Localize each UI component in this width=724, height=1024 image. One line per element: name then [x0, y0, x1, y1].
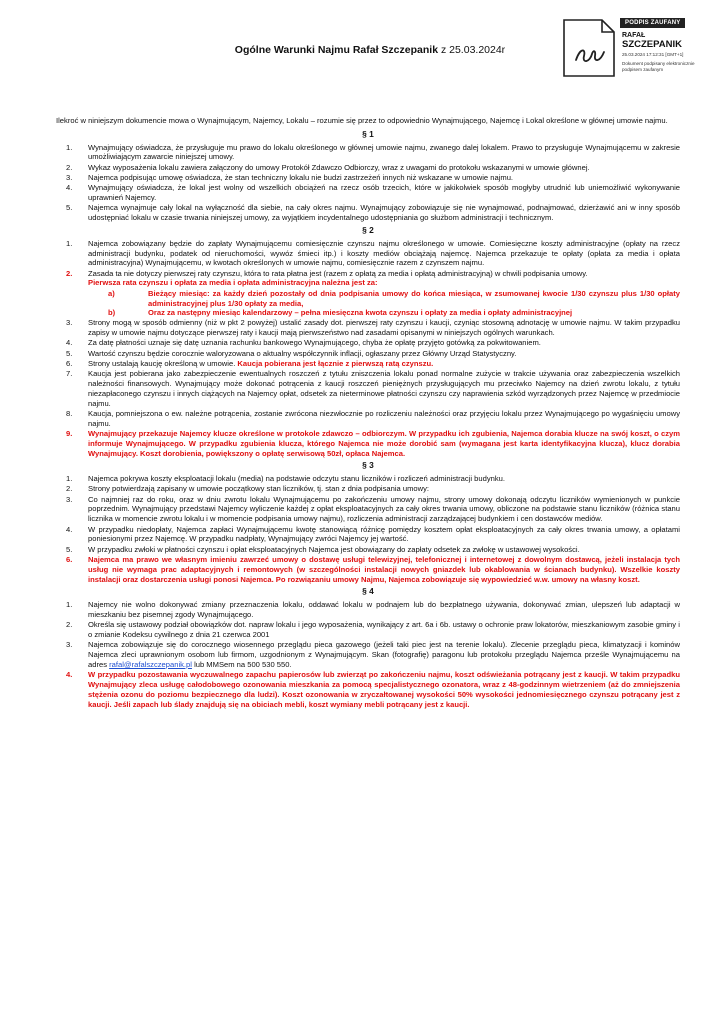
- email-link[interactable]: rafal@rafalszczepanik.pl: [109, 659, 192, 669]
- clause: [56, 143, 680, 163]
- clause: [56, 525, 680, 545]
- clause-text: W przypadku zwłoki w płatności czynszu i opłat eksploatacyjnych Najemca jest obowiązany do zapłaty odsetek za zwłokę w ustawowej wysokości.: [88, 544, 580, 554]
- stamp-last-name: SZCZEPANIK: [622, 39, 682, 50]
- clause-number: 7.: [66, 369, 73, 379]
- clause-number: 9.: [66, 428, 73, 438]
- clause: [56, 600, 680, 620]
- clause: [56, 670, 680, 709]
- clause-text: Strony potwierdzają zapisany w umowie początkowy stan liczników, tj. stan z dnia podpisania umowy:: [88, 484, 430, 494]
- clause-number: 6.: [66, 554, 73, 564]
- clause: [56, 173, 680, 183]
- clause: [56, 640, 680, 669]
- section-heading: § 1: [362, 128, 374, 139]
- clause-text: Co najmniej raz do roku, oraz w dniu zwrotu lokalu Wynajmującemu po zakończeniu umowy najmu, strony umowy dokonają odczytu liczników wymienionych w punkcie poprzednim. Wynajmujący przedstawi Najemcy wyliczenie każdej z opłat eksploatacyjnych za cały okres trwania umowy, obliczone na podstawie stanu liczników (różnica stanu licznika w momencie zwrotu lokalu i w momencie podpisania umowy najmu), rozliczenia administracji zarządzającej budynkiem i cen dostawców mediów.: [88, 494, 680, 524]
- clause: [56, 359, 680, 369]
- clause-text: Wartość czynszu będzie corocznie waloryzowana o aktualny współczynnik inflacji, ogłaszany przez Główny Urząd Statystyczny.: [88, 348, 517, 358]
- clause-number: 2.: [66, 484, 73, 494]
- clause-text: Wykaz wyposażenia lokalu zawiera załączony do umowy Protokół Zdawczo Odbiorczy, wraz z uwagami do protokołu wskazanymi w umowie głównej.: [88, 162, 590, 172]
- clause: [56, 349, 680, 359]
- clause: [56, 163, 680, 173]
- document-title: [210, 44, 530, 56]
- stamp-first-name: RAFAŁ: [622, 32, 646, 39]
- clause-number: 1.: [66, 600, 73, 610]
- clause-number: 4.: [66, 183, 73, 193]
- stamp-date: 25.03.2024 17:12:31 [GMT+1]: [622, 52, 684, 57]
- clause-number: 4.: [66, 670, 73, 680]
- clause: [56, 495, 680, 524]
- clause: [56, 183, 680, 203]
- clause: [56, 555, 680, 584]
- clause-number: 2.: [66, 162, 73, 172]
- document-body: [56, 116, 680, 710]
- clause-text: Najemca zobowiązany będzie do zapłaty Wynajmującemu comiesięcznie czynszu najmu określonego w umowie. Comiesięczne koszty administracyjne (opłaty na rzecz administracji budynku, podatek od nieruchomości, wywóz śmieci itp.) i koszty mediów obciążają najemcę. Najemca przekazuje te opłaty (opłata za media i opłata administracyjna) Wynajmującemu, w kwotach określonych w umowie najmu, comiesięcznie razem z czynszem najmu.: [88, 238, 680, 268]
- clause-number: 3.: [66, 318, 73, 328]
- clause-text: Za datę płatności uznaje się datę uznania rachunku bankowego Wynajmującego, chyba że opłatę przyjęto gotówką za pokwitowaniem.: [88, 338, 541, 348]
- clause-highlight: Pierwsza rata czynszu i opłata za media i opłata administracyjna należna jest za:: [88, 278, 378, 288]
- signed-document-icon: [562, 18, 616, 78]
- clause-text: Zasada ta nie dotyczy pierwszej raty czynszu, która to rata płatna jest (razem z opłatą za media i opłatą administracyjną) w chwili podpisania umowy.: [88, 268, 588, 278]
- clause-number: b): [108, 308, 116, 318]
- stamp-badge: PODPIS ZAUFANY: [620, 18, 685, 28]
- clause-text: Strony ustalają kaucję określoną w umowie.: [88, 358, 238, 368]
- clause-text: Najemca podpisując umowę oświadcza, że stan techniczny lokalu nie budzi zastrzeżeń innych niż wskazane w umowie najmu.: [88, 172, 514, 182]
- clause-number: 5.: [66, 203, 73, 213]
- clause-text: Określa się ustawowy podział obowiązków dot. napraw lokalu i jego wyposażenia, wynikający z art. 6a i 6b. ustawy o ochronie praw lokatorów, mieszkaniowym zasobie gminy i o zmianie Kodeksu cywilnego z dnia 21 czerwca 2001: [88, 620, 680, 640]
- clause-text: W przypadku pozostawania wyczuwalnego zapachu papierosów lub zwierząt po zakończeniu najmu, koszt odświeżania potrącany jest z kaucji. W takim przypadku Wynajmujący zleca usługę całodobowego ozonowania mieszkania za pomocą specjalistycznego ozonatora, wraz z 48-godzinnym wietrzeniem (aż do zmniejszenia stężenia ozonu do poziomu bezpiecznego dla ludzi). Koszt ozonowania w zryczałtowanej wysokości 50% wysokości jednomiesięcznego czynszu potrącany jest z kaucji. Jeśli zapach lub ślady znajdują się na obiciach mebli, koszt wymiany mebli potrącany jest z kaucji.: [88, 670, 680, 709]
- clause-text: Oraz za następny miesiąc kalendarzowy – pełna miesięczna kwota czynszu i opłaty za media i opłaty administracyjnej: [148, 308, 573, 318]
- clause: [56, 620, 680, 640]
- clause: [56, 269, 680, 289]
- clause-highlight: Kaucja pobierana jest łącznie z pierwszą ratą czynszu.: [237, 358, 434, 368]
- clause-text: Kaucja, pomniejszona o ew. należne potrącenia, zostanie zwrócona niezwłocznie po rozliczeniu należności oraz przyjęciu lokalu przez Wynajmującego po wygaśnięciu umowy najmu.: [88, 408, 680, 428]
- clause-number: 4.: [66, 524, 73, 534]
- clause: [56, 369, 680, 408]
- clause: [56, 318, 680, 338]
- title-bold: Ogólne Warunki Najmu Rafał Szczepanik: [234, 44, 439, 56]
- clause-number: 3.: [66, 172, 73, 182]
- clause-text: Wynajmujący oświadcza, że lokal jest wolny od wszelkich obciążeń na rzecz osób trzecich, które w jakikolwiek sposób mogłyby utrudnić lub uniemożliwić wykonywanie uprawnień Najemcy.: [88, 183, 680, 203]
- clause: [56, 429, 680, 458]
- clause-text: Najemca zobowiązuje się do corocznego wiosennego przeglądu pieca gazowego (jeżeli taki piec jest na terenie lokalu). Zlecenie przeglądu pieca, klimatyzacji i kominów Najemca zleci uprawnionym osobom lub firmom, uzgodnionym z Wynajmującym. Skan (fotografię) paragonu lub protokołu przeglądu Najemca prześle Wynajmującemu na adres: [88, 640, 680, 669]
- clause-text: Najemca wynajmuje cały lokal na wyłączność dla siebie, na cały okres najmu. Wynajmujący zobowiązuje się nie wynajmować, podnajmować, dzierżawić ani w inny sposób udostępniać lokalu w czasie trwania niniejszej umowy, za wyjątkiem incydentalnego udostępniania go służbom administracji i technicznym.: [88, 203, 680, 223]
- title-date: z 25.03.2024r: [438, 44, 506, 56]
- sections-container: [56, 130, 680, 710]
- intro-paragraph: Ilekroć w niniejszym dokumencie mowa o Wynajmującym, Najemcy, Lokalu – rozumie się przez to odpowiednio Wynajmującego, Najemcę i Lokal określone w głównej umowie najmu.: [56, 116, 668, 125]
- sub-clause: [100, 308, 680, 318]
- clause-text: Kaucja jest pobierana jako zabezpieczenie ewentualnych roszczeń z tytułu zniszczenia lokalu ponad normalne zużycie w trakcie używania oraz zabezpieczenia wszelkich należności finansowych. Wynajmujący może dokonać potrącenia z kaucji roszczeń pieniężnych przysługujących mu przeciwko Najemcy na dzień zwrotu lokalu, z tytułu niezapłaconego czynszu i innych ciążących na Najemcy opłat, odsetek za nieterminowe płatności czynszu czy naprawienia szkód wyrządzonych przez Najemcę w przedmiocie najmu.: [88, 369, 680, 408]
- clause: [56, 203, 680, 223]
- clause-text: Bieżący miesiąc: za każdy dzień pozostały od dnia podpisania umowy do końca miesiąca, w zsumowanej kwocie 1/30 czynszu plus 1/30 opłaty administracyjnej plus 1/30 opłaty za media,: [148, 288, 680, 308]
- clause-text: Wynajmujący przekazuje Najemcy klucze określone w protokole zdawczo – odbiorczym. W przypadku ich zgubienia, Najemca dorabia klucze na swój koszt, o czym informuje Wynajmującego. W przypadku zgubienia klucza, którego Najemca nie może dorobić sam (wymagana jest karta identyfikacyjna klucza), klucz dorabia Wynajmujący. Koszt dorobienia, powiększony o opłatę serwisową 50zł, opłaca Najemca.: [88, 428, 680, 458]
- clause-number: a): [108, 288, 115, 298]
- section-heading: § 3: [362, 460, 374, 471]
- clause-number: 1.: [66, 238, 73, 248]
- clause-text-after: lub MMSem na 500 530 550.: [191, 659, 292, 669]
- stamp-note: Dokument podpisany elektronicznie podpisem zaufanym: [622, 61, 695, 72]
- trusted-signature-stamp: [562, 16, 712, 82]
- clause-number: 2.: [66, 268, 73, 278]
- clause-number: 8.: [66, 408, 73, 418]
- clause: [56, 474, 680, 484]
- clause-text: Wynajmujący oświadcza, że przysługuje mu prawo do lokalu określonego w głównej umowie najmu, zwanego dalej lokalem. Prawo to przysługuje Wynajmującemu w zakresie umożliwiającym zawarcie niniejszej umowy.: [88, 142, 680, 162]
- clause-number: 1.: [66, 142, 73, 152]
- sub-clause: [100, 289, 680, 309]
- clause: [56, 409, 680, 429]
- clause-text: Najemca ma prawo we własnym imieniu zawrzeć umowy o dostawę usługi telewizyjnej, telefonicznej i internetowej z dowolnym dostawcą, jeżeli instalacja tych usług nie wymaga prac adaptacyjnych i remontowych (w szczególności instalacji nowych gniazdek lub okablowania w ścianach budynku). Wszelkie koszty instalacji oraz dostarczenia usługi ponosi Najemca. Po rozwiązaniu umowy Najmu, Najemca zobowiązuje się wypowiedzieć w.w. umowy na własny koszt.: [88, 554, 680, 584]
- clause-number: 5.: [66, 348, 73, 358]
- clause-number: 6.: [66, 358, 73, 368]
- clause-text: Najemcy nie wolno dokonywać zmiany przeznaczenia lokalu, oddawać lokalu w podnajem lub do bezpłatnego używania, dokonywać zmian, ulepszeń lub adaptacji w mieszkaniu bez pisemnej zgody Wynajmującego.: [88, 600, 680, 619]
- clause-text: Strony mogą w sposób odmienny (niż w pkt 2 powyżej) ustalić zasady dot. pierwszej raty czynszu i kaucji, czyniąc stosowną adnotację w umowie najmu. W takim przypadku zapisy w umowie najmu dotyczące pierwszej raty i kaucji mają pierwszeństwo nad zasadami opisanymi w niniejszych ogólnych warunkach.: [88, 318, 680, 337]
- clause-text: W przypadku niedopłaty, Najemca zapłaci Wynajmującemu kwotę stanowiącą różnicę pomiędzy kosztem opłat eksploatacyjnych za cały okres trwania umowy, a opłatami poniesionymi przez Najemcę. W przypadku nadpłaty, Wynajmujący zwróci Najemcy jej wartość.: [88, 524, 680, 544]
- clause-number: 5.: [66, 544, 73, 554]
- clause: [56, 338, 680, 348]
- clause-number: 3.: [66, 640, 73, 650]
- clause-number: 2.: [66, 620, 73, 630]
- clause-number: 3.: [66, 494, 73, 504]
- clause-number: 1.: [66, 474, 73, 484]
- section-heading: § 2: [362, 224, 374, 235]
- clause-number: 4.: [66, 338, 73, 348]
- clause: [56, 545, 680, 555]
- clause-text: Najemca pokrywa koszty eksploatacji lokalu (media) na podstawie odczytu stanu liczników i rozliczeń administracji budynku.: [88, 474, 505, 484]
- section-heading: § 4: [362, 586, 374, 597]
- clause: [56, 484, 680, 494]
- clause: [56, 239, 680, 268]
